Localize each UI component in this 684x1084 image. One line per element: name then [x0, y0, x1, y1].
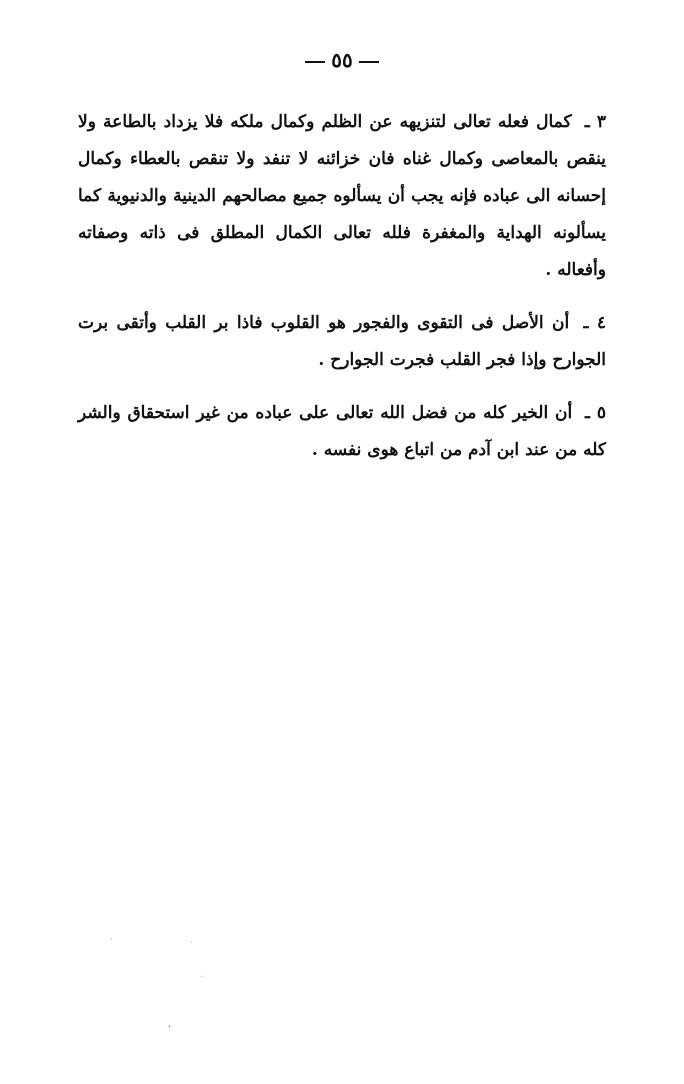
scan-speck: · — [200, 972, 204, 983]
ornament-dash-right — [359, 61, 379, 63]
scan-speck: · — [168, 1022, 172, 1033]
paragraph-text: كمال فعله تعالى لتنزيهه عن الظلم وكمال ملكه فلا يزداد بالطاعة ولا ينقص بالمعاصى وكمال غناه فان خزائنه لا تنفد ولا تنقص بالعطاء وكمال إحسانه الى عباده فإنه يجب أن يسألوه جميع مصالحهم الدينية والدنيوية كما يسألونه الهداية والمغفرة فلله تعالى الكمال المطلق فى ذاته وصفاته وأفعاله . — [78, 112, 606, 280]
paragraph-text: أن الأصل فى التقوى والفجور هو القلوب فاذا بر القلب وأتقى برت الجوارح وإذا فجر القلب فجرت الجوارح . — [78, 313, 606, 370]
paragraph-text: أن الخير كله من فضل الله تعالى على عباده من غير استحقاق والشر كله من عند ابن آدم من اتباع هوى نفسه . — [78, 403, 606, 460]
page-number-text: ٥٥ — [331, 48, 353, 72]
paragraph-number: ٤ ـ — [583, 313, 607, 333]
page-number — [0, 48, 684, 72]
paragraph-5 — [78, 395, 606, 469]
paragraph-number: ٥ ـ — [585, 403, 606, 423]
paragraph-4 — [78, 305, 606, 379]
paragraph-number: ٣ ـ — [584, 112, 606, 132]
paragraph-3 — [78, 104, 606, 289]
scan-speck: · — [190, 938, 194, 949]
body-text — [78, 104, 606, 485]
ornament-dash-left — [305, 61, 325, 63]
scan-speck: · — [110, 935, 114, 946]
